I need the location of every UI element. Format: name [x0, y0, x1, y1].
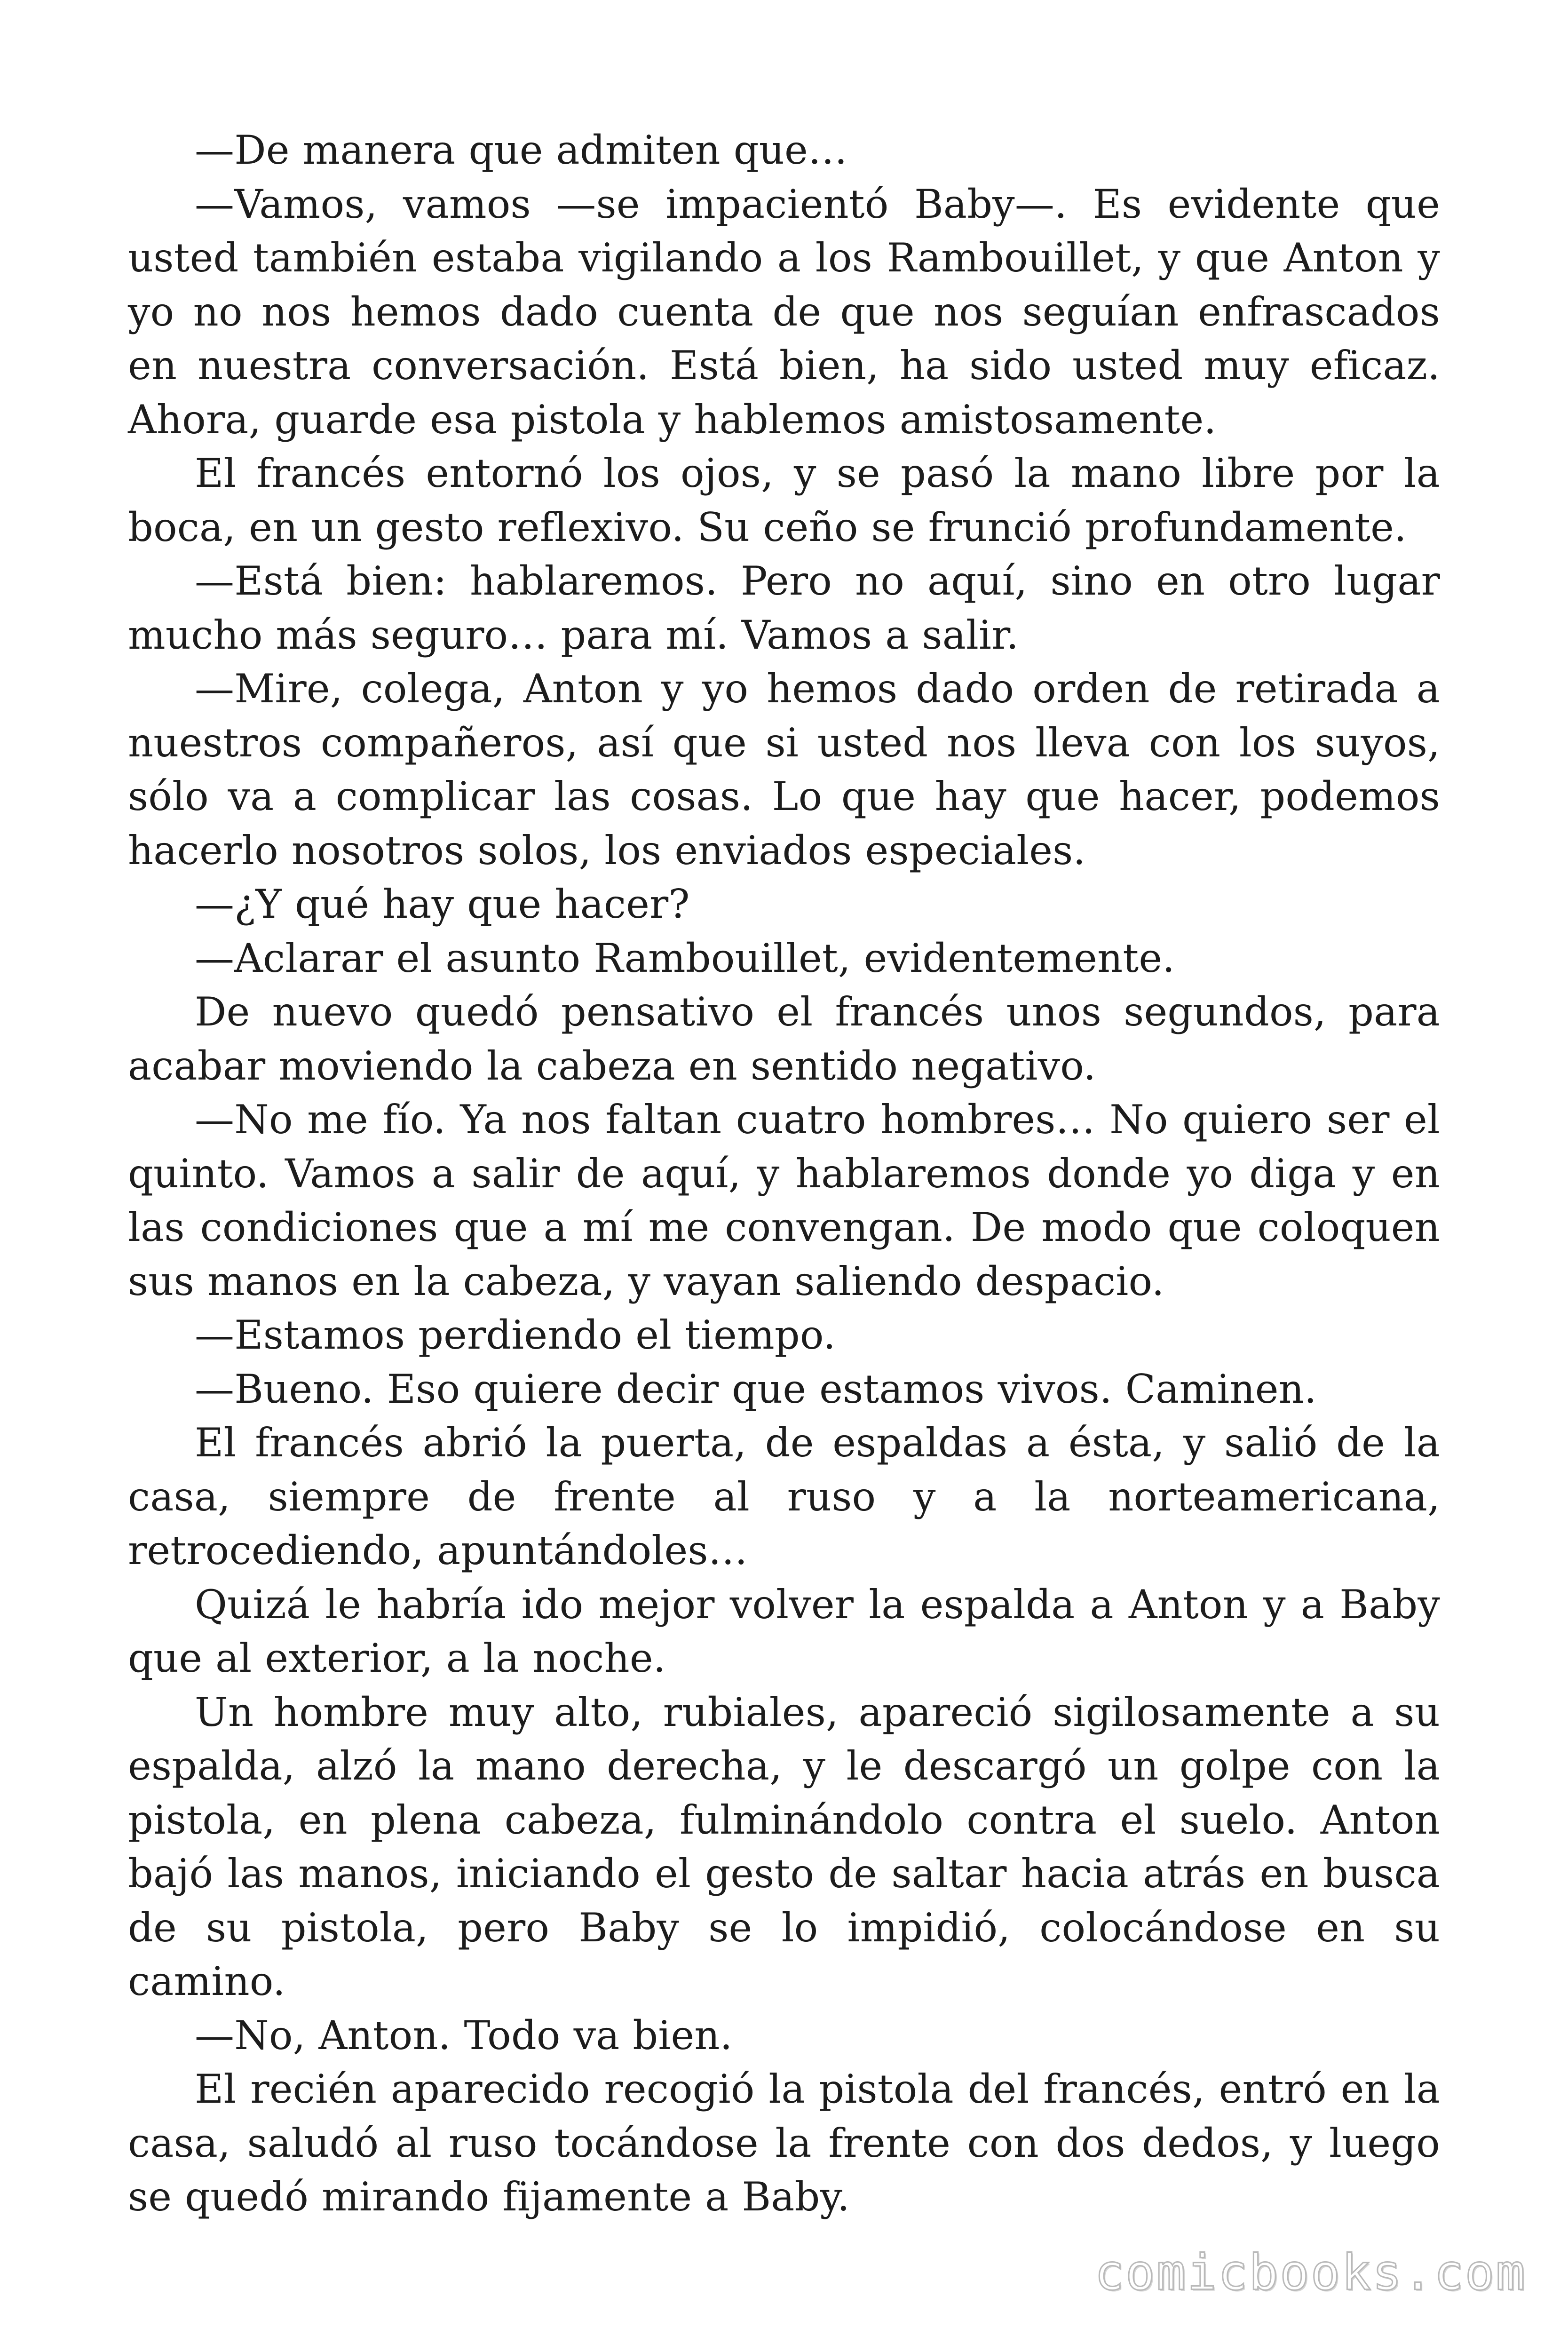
watermark: comicbooks.com [1094, 2244, 1527, 2301]
paragraph-10: —Estamos perdiendo el tiempo. [195, 1312, 836, 1358]
paragraph-11: —Bueno. Eso quiere decir que estamos vivos. Caminen. [195, 1366, 1317, 1412]
paragraph-7: —Aclarar el asunto Rambouillet, evidentemente. [195, 935, 1175, 981]
paragraph-1: —De manera que admiten que… [195, 127, 848, 173]
paragraph-16: El recién aparecido recogió la pistola del francés, entró en la casa, saludó al ruso tocándose la frente con dos dedos, y luego se quedó mirando fijamente a Baby. [128, 2066, 1440, 2220]
paragraph-8: De nuevo quedó pensativo el francés unos segundos, para acabar moviendo la cabeza en sentido negativo. [128, 989, 1440, 1089]
paragraph-5: —Mire, colega, Anton y yo hemos dado orden de retirada a nuestros compañeros, así que si usted nos lleva con los suyos, sólo va a complicar las cosas. Lo que hay que hacer, podemos hacerlo nosotros solos, los enviados especiales. [128, 666, 1440, 874]
paragraph-15: —No, Anton. Todo va bien. [195, 2012, 733, 2058]
paragraph-12: El francés abrió la puerta, de espaldas a ésta, y salió de la casa, siempre de frente al ruso y a la norteamericana, retrocediendo, apuntándoles… [128, 1420, 1440, 1573]
paragraph-13: Quizá le habría ido mejor volver la espalda a Anton y a Baby que al exterior, a la noche. [128, 1581, 1440, 1681]
paragraph-4: —Está bien: hablaremos. Pero no aquí, sino en otro lugar mucho más seguro… para mí. Vamos a salir. [128, 558, 1440, 658]
paragraph-6: —¿Y qué hay que hacer? [195, 881, 690, 927]
paragraph-14: Un hombre muy alto, rubiales, apareció sigilosamente a su espalda, alzó la mano derecha, y le descargó un golpe con la pistola, en plena cabeza, fulminándolo contra el suelo. Anton bajó las manos, iniciando el gesto de saltar hacia atrás en busca de su pistola, pero Baby se lo impidió, colocándose en su camino. [128, 1689, 1440, 2004]
body-text [128, 123, 1440, 2224]
paragraph-2: —Vamos, vamos —se impacientó Baby—. Es evidente que usted también estaba vigilando a los Rambouillet, y que Anton y yo no nos hemos dado cuenta de que nos seguían enfrascados en nuestra conversación. Está bien, ha sido usted muy eficaz. Ahora, guarde esa pistola y hablemos amistosamente. [128, 181, 1440, 443]
paragraph-9: —No me fío. Ya nos faltan cuatro hombres… No quiero ser el quinto. Vamos a salir de aquí, y hablaremos donde yo diga y en las condiciones que a mí me convengan. De modo que coloquen sus manos en la cabeza, y vayan saliendo despacio. [128, 1097, 1440, 1304]
paragraph-3: El francés entornó los ojos, y se pasó la mano libre por la boca, en un gesto reflexivo. Su ceño se frunció profundamente. [128, 450, 1440, 550]
